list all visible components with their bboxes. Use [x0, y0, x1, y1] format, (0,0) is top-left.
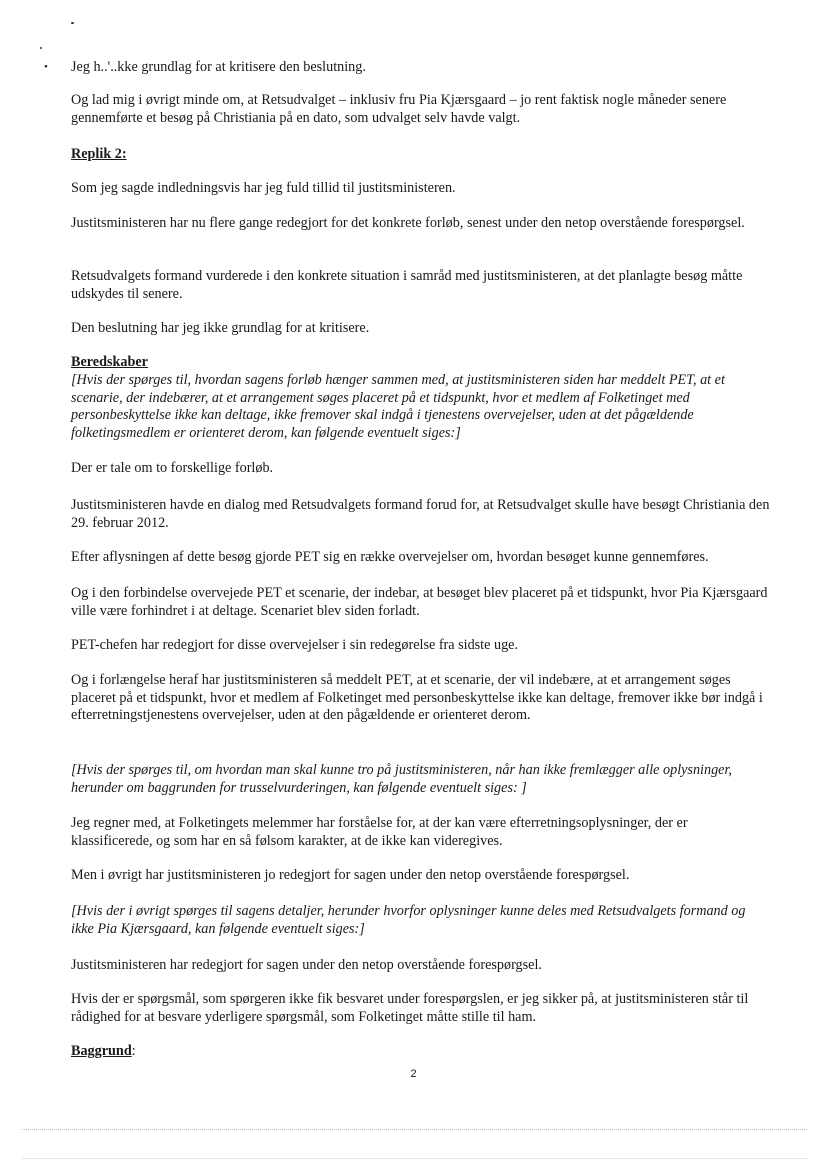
question-block-1: [Hvis der spørges til, hvordan sagens forløb hænger sammen med, at justitsministeren siden har meddelt PET, at et scenarie, der indebærer, at et arrangement søges placeret på et tidspunkt, hvor et medlem af Folketinget med personbeskyttelse ikke kan deltage, ikke fremover skal indgå i tjenestens overvejelser, uden at det pågældende folketingsmedlem er orienteret derom, kan følgende eventuelt siges:]: [71, 372, 725, 441]
paragraph-beslutning: Den beslutning har jeg ikke grundlag for at kritisere.: [71, 320, 370, 336]
paragraph-aflysning: Efter aflysningen af dette besøg gjorde PET sig en række overvejelser om, hvordan besøget kunne gennemføres.: [71, 549, 709, 565]
text-line-top: Jeg h..'..kke grundlag for at kritisere den beslutning.: [71, 59, 366, 75]
page-number: 2: [410, 1068, 417, 1080]
heading-baggrund: Baggrund: [71, 1043, 132, 1059]
paragraph-forstaaelse: Jeg regner med, at Folketingets melemmer har forståelse for, at der kan være efterretningsoplysninger, der er klassificerede, og som har en så følsom karakter, at de ikke kan videregives.: [71, 815, 688, 849]
question-block-2: [Hvis der spørges til, om hvordan man skal kunne tro på justitsministeren, når han ikke fremlægger alle oplysninger, herunder om baggrunden for trusselvurderingen, kan følgende eventuelt siges: ]: [71, 762, 732, 796]
scan-speck: [71, 22, 74, 24]
paragraph-dialog: Justitsministeren havde en dialog med Retsudvalgets formand forud for, at Retsudvalget skulle have besøgt Christiania den 29. februar 2012.: [71, 497, 770, 531]
paragraph-scenarie: Og i den forbindelse overvejede PET et scenarie, der indebar, at besøget blev placeret på et tidspunkt, hvor Pia Kjærsgaard ville være forhindret i at deltage. Scenariet blev siden forladt.: [71, 585, 768, 619]
paragraph-tillid: Som jeg sagde indledningsvis har jeg fuld tillid til justitsministeren.: [71, 180, 456, 196]
paragraph-formand: Retsudvalgets formand vurderede i den konkrete situation i samråd med justitsministeren, at det planlagte besøg måtte udskydes til senere.: [71, 268, 743, 302]
scan-artifact-line: [22, 1129, 807, 1130]
bullet-mark: •: [44, 61, 48, 73]
heading-beredskaber: Beredskaber: [71, 354, 148, 370]
paragraph-forlaengelse: Og i forlængelse heraf har justitsministeren så meddelt PET, at et scenarie, der vil indebære, at et arrangement søges placeret på et tidspunkt, hvor et medlem af Folketinget med personbeskyttelse ikke kan deltage, fremover ikke bør indgå i efterretningstjenestens overvejelser, uden at den pågældende er orienteret derom.: [71, 672, 763, 723]
paragraph-redegjort: Justitsministeren har nu flere gange redegjort for det konkrete forløb, senest under den netop overstående forespørgsel.: [71, 215, 745, 231]
paragraph-oevrigt: Men i øvrigt har justitsministeren jo redegjort for sagen under den netop overstående forespørgsel.: [71, 867, 630, 883]
paragraph-spoergsmaal: Hvis der er spørgsmål, som spørgeren ikke fik besvaret under forespørgslen, er jeg sikker på, at justitsministeren står til rådighed for at besvare yderligere spørgsmål, som Folketinget måtte stille til ham.: [71, 991, 749, 1025]
heading-baggrund-colon: :: [131, 1043, 136, 1059]
scan-speck: [40, 47, 42, 49]
paragraph-retsudvalget: Og lad mig i øvrigt minde om, at Retsudvalget – inklusiv fru Pia Kjærsgaard – jo rent faktisk nogle måneder senere gennemførte et besøg på Christiania på en dato, som udvalget selv havde valgt.: [71, 92, 727, 126]
heading-baggrund-line: [71, 1043, 771, 1061]
heading-replik-2: Replik 2:: [71, 146, 127, 162]
paragraph-redegjort-sagen: Justitsministeren har redegjort for sagen under den netop overstående forespørgsel.: [71, 957, 542, 973]
scan-artifact-line: [22, 1158, 807, 1159]
paragraph-to-forloeb: Der er tale om to forskellige forløb.: [71, 460, 274, 476]
paragraph-pet-chef: PET-chefen har redegjort for disse overvejelser i sin redegørelse fra sidste uge.: [71, 637, 519, 653]
question-block-3: [Hvis der i øvrigt spørges til sagens detaljer, herunder hvorfor oplysninger kunne deles med Retsudvalgets formand og ikke Pia Kjærsgaard, kan følgende eventuelt siges:]: [71, 903, 746, 937]
